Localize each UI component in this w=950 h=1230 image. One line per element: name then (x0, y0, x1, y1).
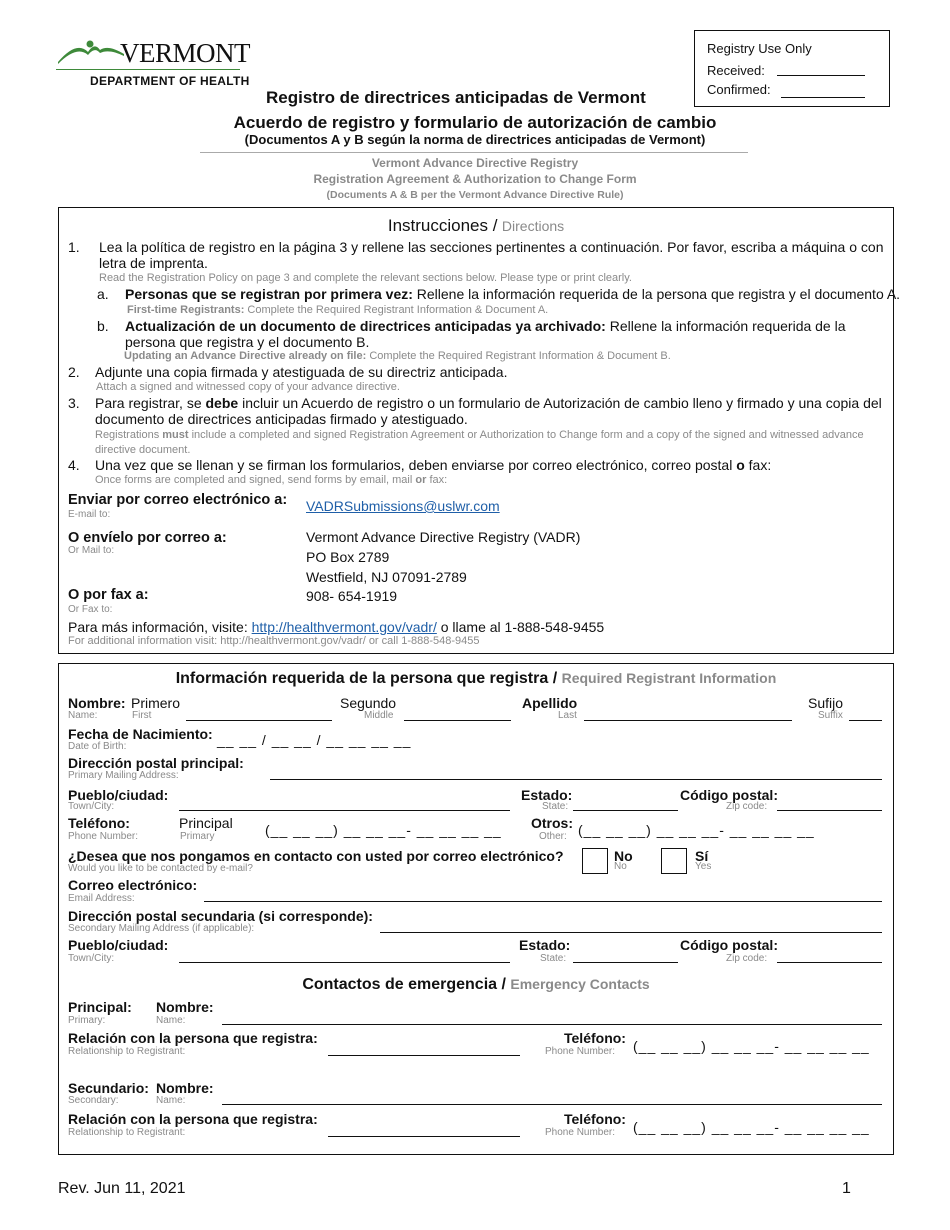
item3-number: 3. (68, 395, 80, 411)
more-info-text (68, 619, 604, 635)
zip-label: Código postal: (680, 787, 778, 803)
logo-name: VERMONT (120, 38, 250, 68)
primary-mailing-field[interactable] (270, 779, 882, 780)
page-title-es: Registro de directrices anticipadas de Vermont (266, 88, 646, 107)
dob-label-en: Date of Birth: (68, 741, 127, 752)
emergency-primary-name-label: Nombre: (156, 999, 214, 1015)
vadr-website-link[interactable]: http://healthvermont.gov/vadr/ (251, 619, 437, 635)
email-contact-question: ¿Desea que nos pongamos en contacto con usted por correo electrónico? (68, 848, 564, 864)
emergency-secondary-phone-label: Teléfono: (564, 1111, 626, 1127)
fax-label: O por fax a: (68, 587, 149, 603)
middle-label-en: Middle (364, 710, 394, 721)
town-label-en: Town/City: (68, 801, 115, 812)
state-label-en: State: (542, 801, 569, 812)
first-label: Primero (131, 695, 181, 711)
middle-label: Segundo (340, 695, 397, 711)
other-phone-field[interactable]: (__ __ __) __ __ __- __ __ __ __ (578, 822, 815, 838)
zip-field[interactable] (777, 810, 882, 811)
mail-address-line3: Westfield, NJ 07091-2789 (306, 569, 467, 585)
phone-other-label: Otros: (531, 815, 573, 831)
item1-number: 1. (68, 239, 80, 255)
emergency-heading (59, 976, 893, 994)
email-address-field[interactable] (204, 901, 882, 902)
item4-number: 4. (68, 457, 80, 473)
phone-other-label-en: Other: (539, 831, 567, 842)
name-label: Nombre: (68, 695, 126, 711)
registrant-section (58, 663, 894, 1155)
emergency-primary-label-en: Primary: (68, 1015, 106, 1026)
suffix-label-en: Suffix (818, 710, 843, 721)
phone-primary-label-en: Primary (180, 831, 215, 842)
emergency-primary-label: Principal: (68, 999, 132, 1015)
item1a-en-rest: Complete the Required Registrant Information & Document A. (247, 304, 549, 316)
instructions-heading-es: Instrucciones / (387, 216, 498, 235)
first-label-en: First (132, 710, 152, 721)
item1b-letter: b. (97, 318, 109, 334)
town2-field[interactable] (179, 962, 510, 963)
item4-post: fax: (748, 457, 772, 473)
last-label-en: Last (558, 710, 577, 721)
emergency-primary-phone-field[interactable]: (__ __ __) __ __ __- __ __ __ __ (633, 1038, 870, 1054)
suffix-field[interactable] (849, 720, 882, 721)
item1b-rest: Rellene la información requerida de la persona que registra y el documento B. (125, 318, 846, 350)
registrant-heading-en: Required Registrant Information (561, 670, 777, 686)
emergency-secondary-name-label-en: Name: (156, 1095, 186, 1106)
zip2-label: Código postal: (680, 937, 778, 953)
item3-en-pre: Registrations (95, 429, 160, 441)
town2-label: Pueblo/ciudad: (68, 937, 169, 953)
instructions-heading-en: Directions (501, 218, 565, 234)
item1b-text-en (124, 350, 671, 362)
emergency-secondary-rel-label-en: Relationship to Registrant: (68, 1127, 186, 1138)
fax-number: 908- 654-1919 (306, 588, 398, 604)
item4-bold: o (736, 457, 745, 473)
primary-mailing-label: Dirección postal principal: (68, 755, 244, 771)
item3-text (95, 395, 889, 427)
emergency-heading-es: Contactos de emergencia / (302, 976, 506, 993)
mail-address-line1: Vermont Advance Directive Registry (VADR) (306, 529, 581, 545)
item3-text-en (95, 428, 889, 458)
no-label-en: No (614, 861, 627, 872)
more-info-pre: Para más información, visite: (68, 619, 248, 635)
state2-label-en: State: (540, 953, 567, 964)
registry-title: Registry Use Only (707, 41, 812, 56)
registry-use-box (694, 30, 890, 107)
secondary-mailing-label-en: Secondary Mailing Address (if applicable): (68, 923, 255, 934)
mail-address-line2: PO Box 2789 (306, 549, 390, 565)
item1a-rest: Rellene la información requerida de la persona que registra y el documento A. (416, 286, 901, 302)
item1b-en-bold: Updating an Advance Directive already on file: (124, 350, 367, 362)
email-address-label: Correo electrónico: (68, 877, 198, 893)
item3-en-post: include a completed and signed Registration Agreement or Authorization to Change form and a copy of the signed and witnessed advance directive document. (95, 429, 864, 456)
email-label: Enviar por correo electrónico a: (68, 492, 288, 508)
item4-en-bold: or (415, 474, 427, 486)
name-label-en: Name: (68, 710, 98, 721)
dob-field[interactable]: __ __ / __ __ / __ __ __ __ (217, 732, 412, 748)
item4-en-post: fax: (429, 474, 448, 486)
item1a-bold: Personas que se registran por primera vez: (125, 286, 413, 302)
registrant-heading-es: Información requerida de la persona que registra / (175, 670, 558, 687)
town-label: Pueblo/ciudad: (68, 787, 169, 803)
yes-label: Sí (695, 848, 709, 864)
emergency-secondary-name-field[interactable] (222, 1104, 882, 1105)
item2-text: Adjunte una copia firmada y atestiguada de su directriz anticipada. (95, 364, 508, 380)
state2-field[interactable] (573, 962, 678, 963)
item1a-text-en (127, 304, 548, 316)
emergency-primary-name-field[interactable] (222, 1024, 882, 1025)
item3-bold: debe (205, 395, 239, 411)
town-field[interactable] (179, 810, 510, 811)
item3-post: incluir un Acuerdo de registro o un formulario de Autorización de cambio lleno y firmado y una copia del documento de directrices anticipadas firmado y atestiguado. (95, 395, 882, 427)
last-label: Apellido (522, 695, 578, 711)
zip2-label-en: Zip code: (726, 953, 768, 964)
emergency-secondary-label-en: Secondary: (68, 1095, 119, 1106)
no-label: No (614, 848, 633, 864)
more-info-post: o llame al 1-888-548-9455 (440, 619, 605, 635)
primary-phone-field[interactable]: (__ __ __) __ __ __- __ __ __ __ (265, 822, 502, 838)
registrant-heading (59, 670, 893, 688)
logo-dept: DEPARTMENT OF HEALTH (90, 74, 250, 88)
item1-text: Lea la política de registro en la página 3 y rellene las secciones pertinentes a continuación. Por favor, escriba a máquina o con letra de imprenta. (99, 239, 884, 271)
mail-label-en: Or Mail to: (68, 545, 115, 556)
item2-number: 2. (68, 364, 80, 380)
emergency-primary-rel-field[interactable] (328, 1055, 520, 1056)
email-address-label-en: Email Address: (68, 893, 135, 904)
item1b-bold: Actualización de un documento de directrices anticipadas ya archivado: (125, 318, 606, 334)
emergency-primary-rel-label-en: Relationship to Registrant: (68, 1046, 186, 1057)
vermont-logo (56, 38, 250, 92)
suffix-label: Sufijo (808, 695, 844, 711)
first-name-field[interactable] (186, 720, 332, 721)
page-subtitle-en: Registration Agreement & Authorization to Change Form (313, 172, 637, 186)
last-name-field[interactable] (584, 720, 792, 721)
header-divider (200, 152, 748, 153)
phone-label-en: Phone Number: (68, 831, 139, 842)
item3-en-bold: must (162, 429, 189, 441)
emergency-primary-rel-label: Relación con la persona que registra: (68, 1030, 318, 1046)
email-contact-yes-checkbox[interactable] (661, 848, 687, 874)
page-docs-es: (Documentos A y B según la norma de directrices anticipadas de Vermont) (244, 132, 706, 147)
confirmed-field[interactable] (781, 97, 865, 98)
mail-label: O envíelo por correo a: (68, 530, 227, 546)
emergency-secondary-label: Secundario: (68, 1080, 149, 1096)
emergency-secondary-phone-field[interactable]: (__ __ __) __ __ __- __ __ __ __ (633, 1119, 870, 1135)
item1-text-en: Read the Registration Policy on page 3 and complete the relevant sections below. Please type or print clearly. (99, 272, 632, 284)
item1a-text (125, 286, 900, 302)
emergency-secondary-phone-label-en: Phone Number: (545, 1127, 616, 1138)
revision-date: Rev. Jun 11, 2021 (58, 1180, 186, 1197)
town2-label-en: Town/City: (68, 953, 115, 964)
yes-label-en: Yes (695, 861, 712, 872)
zip2-field[interactable] (777, 962, 882, 963)
zip-label-en: Zip code: (726, 801, 768, 812)
instructions-section (58, 207, 901, 654)
item4-en-pre: Once forms are completed and signed, send forms by email, mail (95, 474, 413, 486)
dob-label: Fecha de Nacimiento: (68, 726, 213, 742)
state2-label: Estado: (519, 937, 571, 953)
secondary-mailing-field[interactable] (380, 932, 882, 933)
email-label-en: E-mail to: (68, 509, 111, 520)
email-contact-no-checkbox[interactable] (582, 848, 608, 874)
more-info-text-en: For additional information visit: http://healthvermont.gov/vadr/ or call 1-888-548-9455 (68, 635, 480, 647)
emergency-primary-phone-label-en: Phone Number: (545, 1046, 616, 1057)
submission-email-link[interactable]: VADRSubmissions@uslwr.com (306, 498, 500, 514)
primary-mailing-label-en: Primary Mailing Address: (68, 770, 179, 781)
item1a-letter: a. (97, 286, 109, 302)
page-subtitle-es: Acuerdo de registro y formulario de autorización de cambio (233, 113, 717, 132)
page-title-en: Vermont Advance Directive Registry (371, 156, 579, 170)
confirmed-label: Confirmed: (707, 82, 771, 97)
emergency-secondary-rel-field[interactable] (328, 1136, 520, 1137)
item4-text-en (95, 474, 447, 486)
item1a-en-bold: First-time Registrants: (127, 304, 245, 316)
emergency-secondary-rel-label: Relación con la persona que registra: (68, 1111, 318, 1127)
page-number: 1 (842, 1180, 851, 1197)
emergency-primary-name-label-en: Name: (156, 1015, 186, 1026)
state-label: Estado: (521, 787, 573, 803)
item3-pre: Para registrar, se (95, 395, 202, 411)
item4-pre: Una vez que se llenan y se firman los formularios, deben enviarse por correo electrónico, correo postal (95, 457, 733, 473)
received-label: Received: (707, 63, 765, 78)
received-field[interactable] (777, 75, 865, 76)
emergency-heading-en: Emergency Contacts (510, 976, 650, 992)
item2-text-en: Attach a signed and witnessed copy of your advance directive. (96, 381, 400, 393)
mountain-logo-icon (56, 38, 126, 66)
emergency-primary-phone-label: Teléfono: (564, 1030, 626, 1046)
page-docs-en: (Documents A & B per the Vermont Advance Directive Rule) (326, 189, 624, 201)
state-field[interactable] (573, 810, 678, 811)
middle-name-field[interactable] (404, 720, 511, 721)
email-contact-question-en: Would you like to be contacted by e-mail? (68, 863, 253, 874)
instructions-heading (59, 216, 893, 236)
item4-text (95, 457, 771, 473)
emergency-secondary-name-label: Nombre: (156, 1080, 214, 1096)
item1b-en-rest: Complete the Required Registrant Information & Document B. (369, 350, 671, 362)
logo-divider (56, 69, 240, 70)
secondary-mailing-label: Dirección postal secundaria (si corresponde): (68, 908, 373, 924)
phone-label: Teléfono: (68, 815, 130, 831)
fax-label-en: Or Fax to: (68, 604, 113, 615)
phone-primary-label: Principal (179, 815, 233, 831)
item1b-text (125, 318, 887, 350)
